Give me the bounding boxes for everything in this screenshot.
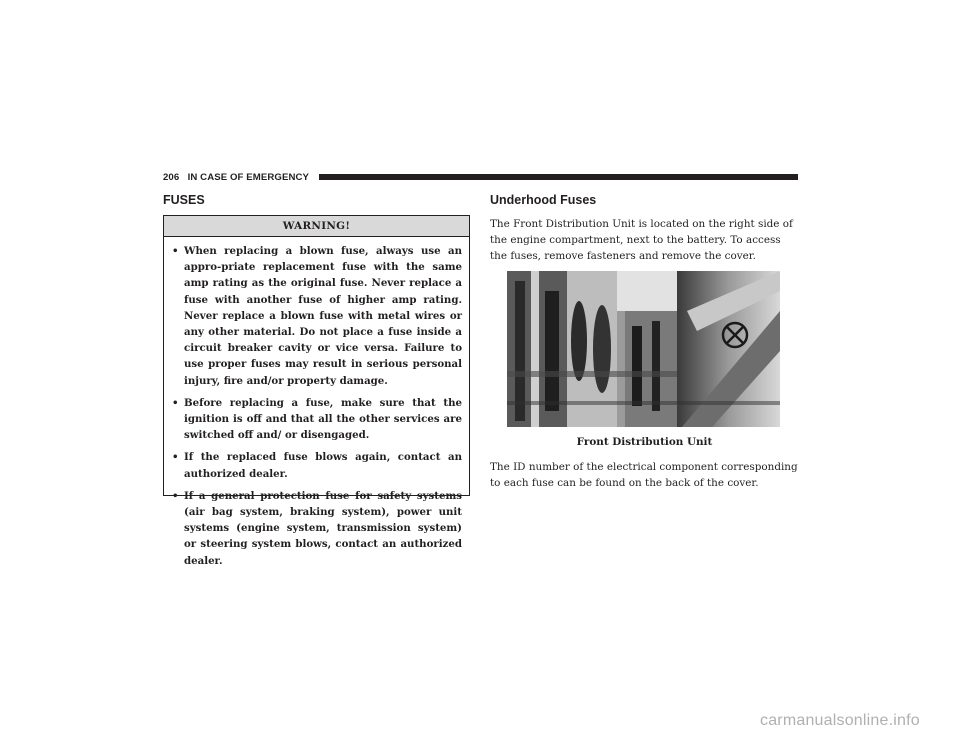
warning-item: • Before replacing a fuse, make sure that the ignition is off and that all the other services are switched off and/ or disengaged. xyxy=(172,396,462,442)
intro-paragraph: The Front Distribution Unit is located on the right side of the engine compartment, next to the battery. To access the fuses, remove fasteners and remove the cover. xyxy=(490,218,793,263)
warning-item: • If a general protection fuse for safety systems (air bag system, braking system), power unit systems (engine system, transmission system) or steering system blows, contact an authorized dealer. xyxy=(172,489,462,567)
page-number: 206 xyxy=(163,171,180,183)
outro-paragraph: The ID number of the electrical component corresponding to each fuse can be found on the back of the cover. xyxy=(490,461,798,490)
section-title: FUSES xyxy=(163,193,205,207)
front-distribution-unit-photo xyxy=(507,271,780,427)
chapter-title: IN CASE OF EMERGENCY xyxy=(187,171,310,183)
page-header-text xyxy=(163,172,309,183)
warning-box xyxy=(163,215,470,567)
figure-caption: Front Distribution Unit xyxy=(576,436,713,448)
header-rule xyxy=(319,174,798,180)
warning-item: • If the replaced fuse blows again, contact an authorized dealer. xyxy=(172,451,462,480)
site-watermark: carmanualsonline.info xyxy=(760,712,920,729)
warning-list xyxy=(164,237,469,569)
subsection-title: Underhood Fuses xyxy=(490,193,597,207)
page-header xyxy=(163,170,798,184)
warning-item: • When replacing a blown fuse, always use an appro-priate replacement fuse with the same amp rating as the original fuse. Never replace a fuse with another fuse of higher amp rating. Never replace a blown fuse with metal wires or any other material. Do not place a fuse inside a circuit breaker cavity or vice versa. Failure to use proper fuses may result in serious personal injury, fire and/or property damage. xyxy=(172,245,462,387)
warning-title: WARNING! xyxy=(164,216,469,237)
